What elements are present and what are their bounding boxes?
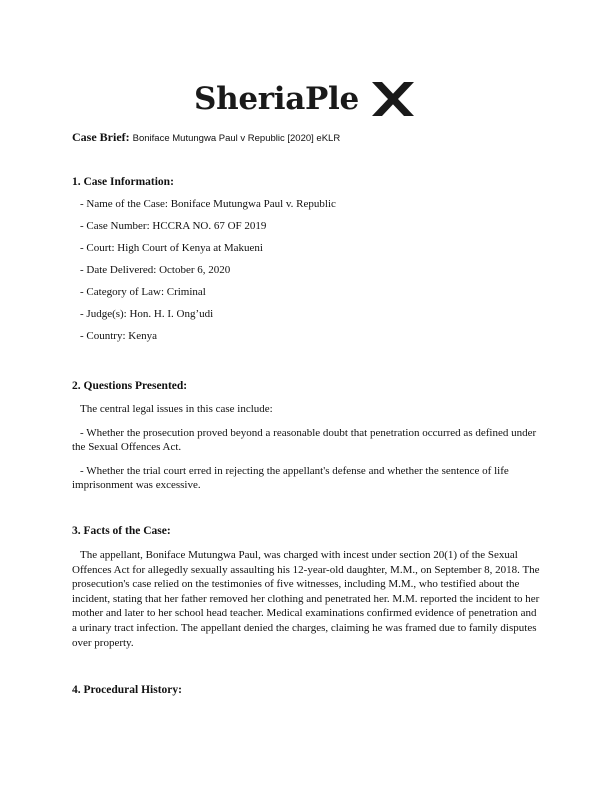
case-number-item: - Case Number: HCCRA NO. 67 OF 2019 (80, 220, 267, 232)
section-facts (72, 524, 542, 650)
country-item: - Country: Kenya (80, 330, 157, 342)
section-procedural-history (72, 683, 542, 697)
sheriaplex-logo (194, 76, 424, 122)
court-item: - Court: High Court of Kenya at Makueni (80, 242, 263, 254)
x-logo-mark-icon (370, 78, 416, 120)
question-item: - Whether the trial court erred in rejecting the appellant's defense and whether the sentence of life imprisonment was excessive. (72, 464, 509, 492)
questions-intro: The central legal issues in this case include: (80, 403, 273, 415)
section-case-information (72, 175, 542, 343)
case-brief-line (72, 130, 340, 146)
question-item: - Whether the prosecution proved beyond a reasonable doubt that penetration occurred as defined under the Sexual Offences Act. (72, 426, 537, 454)
case-name-item: - Name of the Case: Boniface Mutungwa Paul v. Republic (80, 198, 336, 210)
logo-text: SheriaPle (194, 81, 359, 117)
category-item: - Category of Law: Criminal (80, 286, 206, 298)
facts-body: The appellant, Boniface Mutungwa Paul, was charged with incest under section 20(1) of the Sexual Offences Act for allegedly sexually assaulting his 12-year-old daughter, M.M., on September 8, 2018. The prosecution's case relied on the testimonies of five witnesses, including M.M., who testified about the incident, stating that her father removed her clothing and penetrated her. M.M. reported the incident to her mother and later to her school head teacher. Medical examinations confirmed evidence of penetration and a urinary tract infection. The appellant denied the charges, claiming he was framed due to family disputes over property. (72, 549, 540, 649)
case-brief-title: Boniface Mutungwa Paul v Republic [2020] eKLR (132, 133, 341, 144)
judges-item: - Judge(s): Hon. H. I. Ong’udi (80, 308, 214, 320)
section-heading: 3. Facts of the Case: (72, 525, 171, 537)
section-questions-presented (72, 379, 542, 493)
section-heading: 2. Questions Presented: (72, 380, 188, 392)
section-heading: 4. Procedural History: (72, 684, 182, 696)
date-delivered-item: - Date Delivered: October 6, 2020 (80, 264, 231, 276)
case-brief-label: Case Brief: (72, 130, 130, 144)
section-heading: 1. Case Information: (72, 176, 174, 188)
